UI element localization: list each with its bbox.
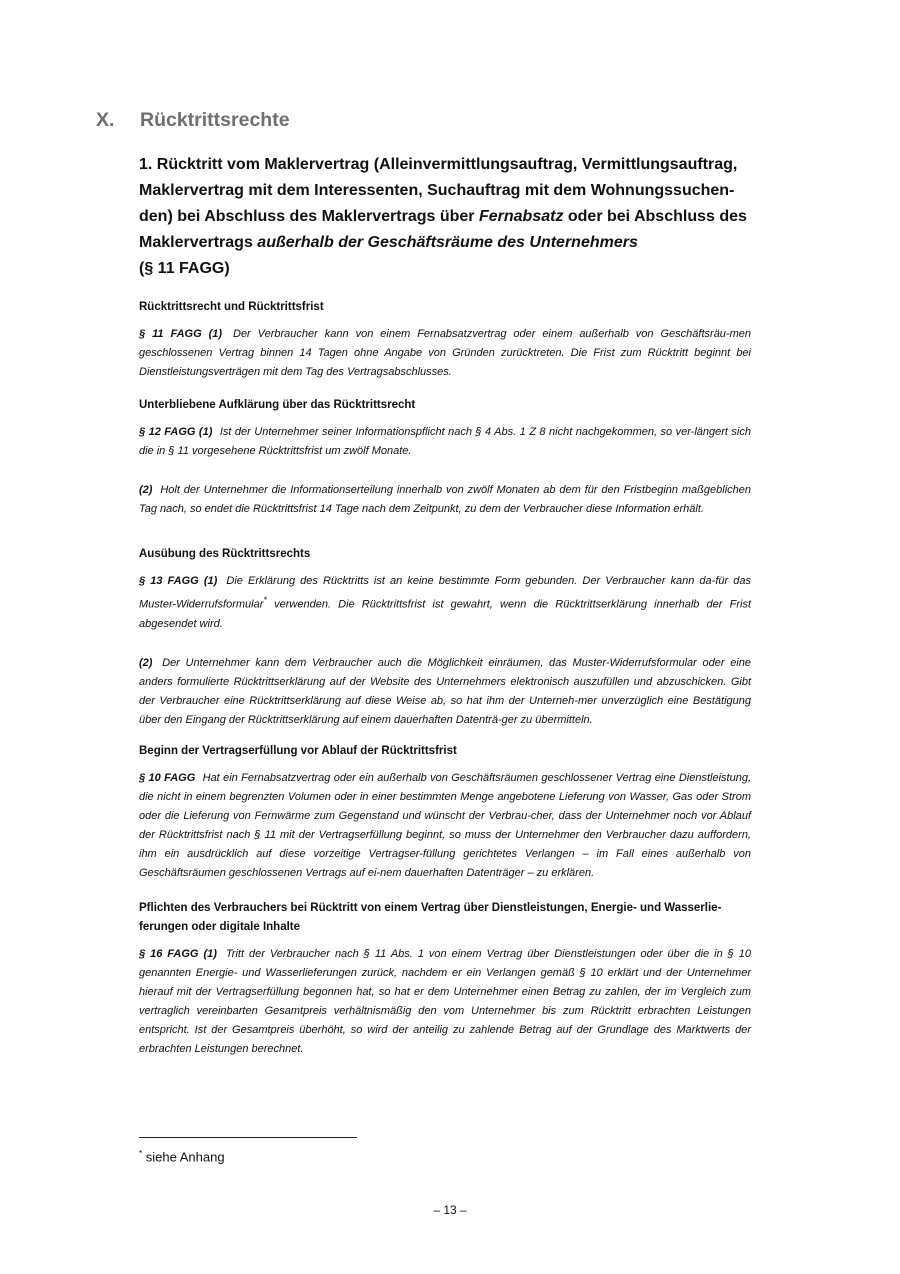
section-heading: Unterbliebene Aufklärung über das Rücktrittsrecht (139, 399, 416, 411)
article-title-line: Maklervertrag mit dem Interessenten, Suchauftrag mit dem Wohnungssuchen- (139, 182, 735, 199)
section-heading: Beginn der Vertragserfüllung vor Ablauf der Rücktrittsfrist (139, 744, 457, 757)
article-title-text: oder bei Abschluss des (563, 208, 747, 225)
legal-paragraph (139, 945, 751, 1059)
legal-paragraph (139, 654, 751, 730)
article-title-line: (§ 11 FAGG) (139, 260, 230, 277)
paragraph-reference: (2) (139, 656, 153, 669)
section-heading: Rücktrittsrecht und Rücktrittsfrist (139, 301, 324, 313)
paragraph-reference: § 11 FAGG (1) (139, 328, 223, 340)
page-number: – 13 – (433, 1203, 467, 1217)
article-title (139, 152, 759, 282)
footnote-divider (139, 1137, 357, 1138)
chapter-number: X. (96, 109, 115, 131)
legal-paragraph (139, 423, 751, 461)
paragraph-text: verwenden. Die Rücktrittsfrist ist gewahrt, wenn die Rücktrittserklärung innerhalb der Frist abgesendet wird. (139, 598, 751, 630)
section (139, 298, 751, 382)
paragraph-reference: § 12 FAGG (1) (139, 426, 213, 438)
footnote-marker: * (263, 595, 267, 605)
article-title-line: 1. Rücktritt vom Maklervertrag (Alleinvermittlungsauftrag, Vermittlungsauftrag, (139, 156, 738, 173)
article-title-emphasis: Fernabsatz (478, 208, 564, 225)
section (139, 742, 751, 883)
paragraph-text: Tritt der Verbraucher nach § 11 Abs. 1 von einem Vertrag über Dienstleistungen oder über die in § 10 genannten Energie- und Wasserlieferungen zurück, nachdem er ein Verlangen gemäß § 10 erklärt und der Unternehmer hierauf mit der Vertragserfüllung begonnen hat, so hat er dem Unternehmer einen Betrag zu zahlen, der im Vergleich zum vertraglich vereinbarten Gesamtpreis verhältnismäßig den vom Unternehmer bis zum Rücktritt erbrachten Leistungen entspricht. Ist der Gesamtpreis überhöht, so wird der anteilig zu zahlende Betrag auf der Grundlage des Marktwerts der erbrachten Leistungen berechnet. (139, 947, 751, 1055)
section-heading: Ausübung des Rücktrittsrechts (139, 548, 311, 560)
article-body (139, 298, 751, 1059)
section (139, 545, 751, 730)
section-heading: Pflichten des Verbrauchers bei Rücktritt von einem Vertrag über Dienstleistungen, Energie- und Wasserlie-ferungen oder digitale Inhalte (139, 901, 722, 933)
legal-paragraph (139, 769, 751, 883)
article-title-line (139, 204, 759, 230)
section (139, 396, 751, 519)
paragraph-text: Hat ein Fernabsatzvertrag oder ein außerhalb von Geschäftsräumen geschlossener Vertrag eine Dienstleistung, die nicht in einem begrenzten Volumen oder in einer bestimmten Menge angebotene Lieferung von Wasser, Gas oder Strom oder die Lieferung von Fernwärme zum Gegenstand und wünscht der Verbrau-cher, dass der Unternehmer noch vor Ablauf der Rücktrittsfrist nach § 11 mit der Vertragserfüllung beginnt, so muss der Unternehmer den Verbraucher dazu auffordern, ihm ein ausdrücklich auf diese vorzeitige Vertragser-füllung gerichtetes Verlangen – im Fall eines außerhalb von Geschäftsräumen geschlossenen Vertrags auf ei-nem dauerhaften Datenträger – zu erklären. (139, 771, 752, 879)
paragraph-text: Der Unternehmer kann dem Verbraucher auch die Möglichkeit einräumen, das Muster-Widerrufsformular oder eine anders formulierte Rücktrittserklärung auf der Website des Unternehmers elektronisch auszufüllen und abzuschicken. Gibt der Verbraucher eine Rücktrittserklärung auf diese Weise ab, so hat ihm der Unterneh-mer unverzüglich eine Bestätigung über den Eingang der Rücktrittserklärung auf einem dauerhaften Datenträ-ger zu übermitteln. (139, 656, 751, 726)
paragraph-reference: § 16 FAGG (1) (139, 947, 217, 960)
article-title-line (139, 230, 759, 256)
article-title-text: Maklervertrags (139, 234, 258, 251)
paragraph-text: Der Verbraucher kann von einem Fernabsatzvertrag oder einem außerhalb von Geschäftsräu-men geschlossenen Vertrag binnen 14 Tagen ohne Angabe von Gründen zurücktreten. Die Frist zum Rücktritt beginnt bei Dienstleistungsverträgen mit dem Tag des Vertragsabschlusses. (139, 328, 751, 378)
paragraph-text: Ist der Unternehmer seiner Informationspflicht nach § 4 Abs. 1 Z 8 nicht nachgekommen, so ver-längert sich die in § 11 vorgesehene Rücktrittsfrist um zwölf Monate. (139, 426, 751, 457)
chapter-title: Rücktrittsrechte (140, 109, 290, 131)
footnote-marker: * (139, 1149, 143, 1158)
footnote-text: siehe Anhang (145, 1149, 225, 1165)
legal-paragraph (139, 325, 751, 382)
article-title-emphasis: außerhalb der Geschäftsräume des Unternehmers (257, 234, 638, 251)
paragraph-reference: § 10 FAGG (139, 771, 196, 784)
legal-paragraph (139, 481, 751, 519)
paragraph-text: Die Erklärung des Rücktritts ist an keine bestimmte Form gebunden. Der Verbraucher kann da-für das Muster-Widerrufsformular (139, 575, 752, 611)
paragraph-reference: (2) (139, 484, 153, 496)
chapter-heading (96, 109, 290, 132)
section (139, 899, 751, 1059)
footnote (139, 1149, 225, 1164)
paragraph-reference: § 13 FAGG (1) (139, 575, 218, 587)
paragraph-text: Holt der Unternehmer die Informationserteilung innerhalb von zwölf Monaten ab dem für den Fristbeginn maßgeblichen Tag nach, so endet die Rücktrittsfrist 14 Tage nach dem Zeitpunkt, zu dem der Verbraucher diese Information erhält. (139, 484, 751, 515)
article-title-text: den) bei Abschluss des Maklervertrags über (139, 208, 479, 225)
legal-paragraph (139, 572, 751, 634)
